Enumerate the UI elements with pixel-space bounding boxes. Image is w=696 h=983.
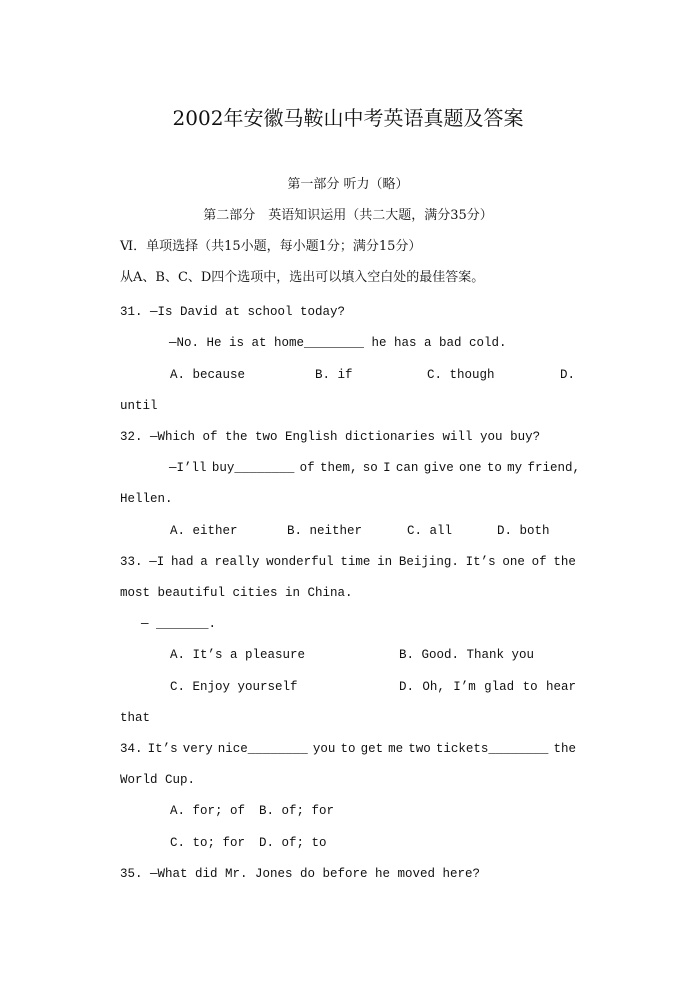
part-one-heading: 第一部分 听力（略） [287, 177, 409, 192]
q31-option-b: B. if [315, 368, 353, 382]
q34-stem-word: It’s [147, 742, 178, 756]
q32-reply-word: of [299, 461, 315, 475]
q34-stem-word: very [182, 742, 213, 756]
q32-option-a: A. either [170, 524, 238, 538]
q33-stem-word: Beijing. [398, 555, 459, 569]
q32-reply-word: my [507, 461, 523, 475]
q33-stem-word: a [200, 555, 208, 569]
q31-option-a: A. because [170, 368, 246, 382]
q33-stem-word: 33. [120, 555, 143, 569]
q34-stem-word: nice________ [217, 742, 308, 756]
q33-option-c: C. Enjoy yourself [170, 680, 298, 694]
q32-reply-word: —I’ll [169, 461, 207, 475]
q31-stem: 31. —Is David at school today? [120, 305, 346, 319]
q32-stem: 32. —Which of the two English dictionaries will you buy? [120, 430, 541, 444]
q32-option-d: D. both [497, 524, 550, 538]
q32-reply-word: to [486, 461, 502, 475]
q32-reply-word: can [395, 461, 419, 475]
q32-option-b: B. neither [287, 524, 363, 538]
q33-stem-word: in [377, 555, 393, 569]
q33-option-a: A. It’s a pleasure [170, 648, 306, 662]
part-two-heading: 第二部分 英语知识运用（共二大题，满分35分） [203, 208, 493, 223]
q33-stem-word: It’s [465, 555, 496, 569]
q34-stem-word: to [340, 742, 356, 756]
q33-option-d-word: D. [399, 680, 415, 694]
q32-reply-word: them, [319, 461, 358, 475]
q32-reply-word: give [423, 461, 454, 475]
q33-stem-word: wonderful [266, 555, 334, 569]
q35-stem: 35. —What did Mr. Jones do before he moved here? [120, 867, 481, 881]
q31-reply: —No. He is at home________ he has a bad cold. [169, 336, 507, 350]
q34-option-b: B. of; for [259, 804, 335, 818]
q33-stem-word: of [531, 555, 547, 569]
q31-option-d: D. [560, 368, 576, 382]
q33-stem-word: really [214, 555, 260, 569]
q33-stem-wrap: most beautiful cities in China. [120, 586, 353, 600]
q33-stem-word: one [502, 555, 525, 569]
q34-option-a: A. for; of [170, 804, 246, 818]
q32-reply-word: one [459, 461, 482, 475]
q34-stem [120, 741, 576, 757]
q33-option-d-word: Oh, [422, 680, 445, 694]
q34-stem-word: tickets________ [435, 742, 549, 756]
q34-stem-word: 34. [120, 742, 143, 756]
q33-option-d-word: hear [545, 680, 576, 694]
q34-option-d: D. of; to [259, 836, 327, 850]
q33-stem-word: had [170, 555, 194, 569]
q34-stem-word: you [312, 742, 336, 756]
document-title: 2002年安徽马鞍山中考英语真题及答案 [172, 106, 524, 130]
q32-reply-word: buy________ [211, 461, 295, 475]
q33-option-d-word: I’m [453, 680, 476, 694]
q33-option-d [399, 679, 576, 695]
section-heading: Ⅵ．单项选择（共15小题，每小题1分；满分15分） [120, 239, 422, 254]
q33-stem-word: —I [149, 555, 165, 569]
q33-stem-word: the [553, 555, 576, 569]
q34-stem-word: the [553, 742, 576, 756]
q33-wrap: that [120, 711, 151, 725]
q32-reply-word: I [383, 461, 391, 475]
q32-option-c: C. all [407, 524, 453, 538]
q33-option-b: B. Good. Thank you [399, 648, 535, 662]
q32-reply [169, 460, 580, 476]
q31-option-c: C. though [427, 368, 495, 382]
q34-stem-word: me [388, 742, 404, 756]
q32-reply-word: so [362, 461, 378, 475]
q33-blank: — _______. [141, 617, 217, 631]
q34-stem-word: two [408, 742, 431, 756]
q33-option-d-word: to [522, 680, 538, 694]
instruction-text: 从A、B、C、D四个选项中，选出可以填入空白处的最佳答案。 [120, 270, 485, 285]
q34-stem-word: get [360, 742, 384, 756]
q34-option-c: C. to; for [170, 836, 246, 850]
q32-reply-word: friend, [527, 461, 580, 475]
q33-stem [120, 554, 576, 570]
q34-wrap: World Cup. [120, 773, 196, 787]
q33-stem-word: time [340, 555, 371, 569]
q31-wrap: until [120, 399, 158, 413]
q32-wrap: Hellen. [120, 492, 173, 506]
q33-option-d-word: glad [484, 680, 515, 694]
